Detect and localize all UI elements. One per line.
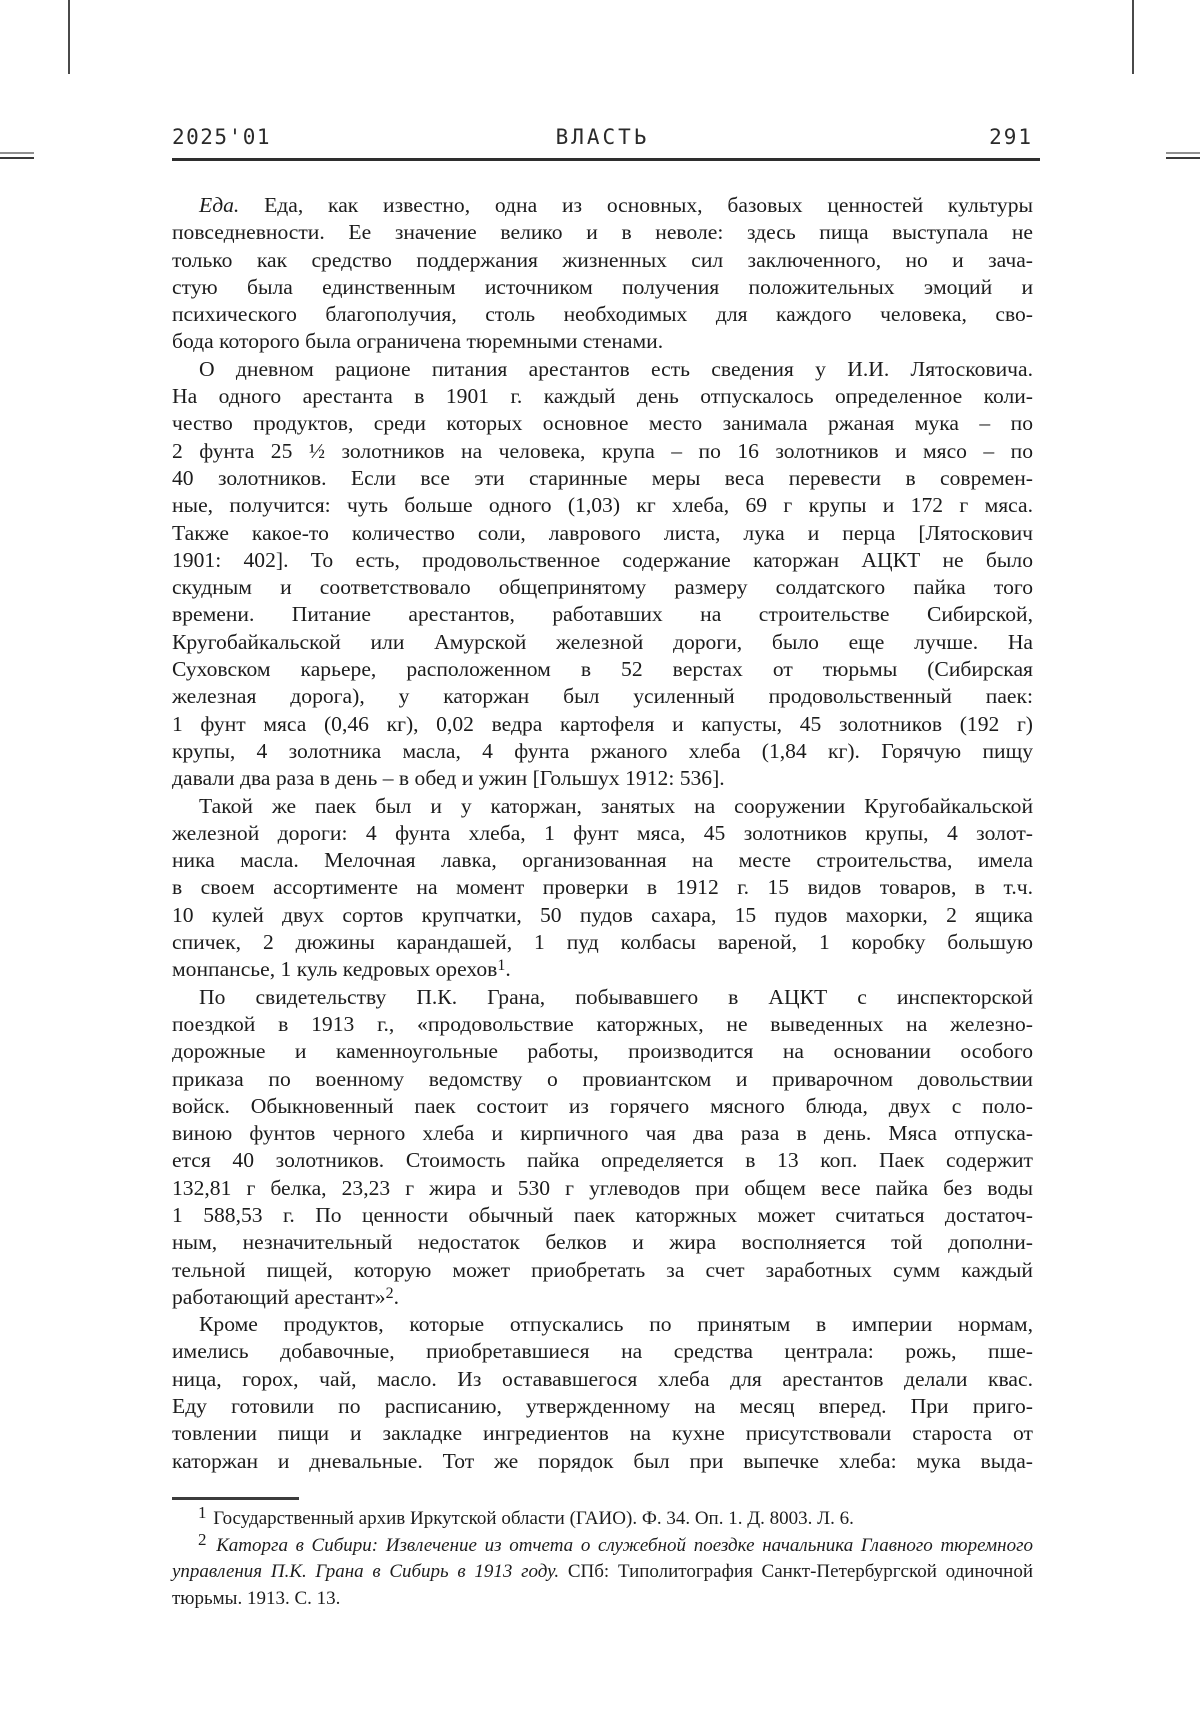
issue-number: 2025'01 [172, 125, 272, 149]
body-line: скудным и соответствовало общепринятому размеру солдатского пайка того [172, 575, 1033, 600]
body-line: повседневности. Ее значение велико и в неволе: здесь пища выступала не [172, 220, 1033, 245]
body-line: ника масла. Мелочная лавка, организованная на месте строительства, имела [172, 848, 1033, 873]
paragraph-2 [172, 356, 1033, 793]
footnote-1-marker: 1 [198, 1503, 207, 1522]
crop-mark-vertical-left [68, 0, 70, 74]
body-line: виною фунтов черного хлеба и кирпичного чая два раза в день. Мяса отпуска- [172, 1121, 1033, 1146]
article-body [172, 192, 1033, 1475]
body-line: 40 золотников. Если все эти старинные меры веса перевести в современ- [172, 465, 1033, 490]
body-line: О дневном рационе питания арестантов есть сведения у И.И. Лятосковича. [199, 356, 1033, 381]
body-line: имелись добавочные, приобретавшиеся на средства централа: рожь, пше- [172, 1339, 1033, 1364]
body-line: ница, горох, чай, масло. Из остававшегося хлеба для арестантов делали квас. [172, 1366, 1033, 1391]
footnote-separator-rule [172, 1497, 299, 1500]
paragraph-4 [172, 984, 1033, 1312]
body-line: По свидетельству П.К. Грана, побывавшего в АЦКТ с инспекторской [199, 984, 1033, 1009]
crop-mark-vertical-right [1132, 0, 1134, 74]
body-line: товлении пищи и закладке ингредиентов на кухне присутствовали староста от [172, 1421, 1033, 1446]
body-line: 132,81 г белка, 23,23 г жира и 530 г углеводов при общем весе пайка без воды [172, 1175, 1033, 1200]
body-line: Еду готовили по расписанию, утвержденному на месяц вперед. При приго- [172, 1394, 1033, 1419]
body-line: 2 фунта 25 ½ золотников на человека, крупа – по 16 золотников и мясо – по [172, 438, 1033, 463]
body-line: в своем ассортименте на момент проверки в 1912 г. 15 видов товаров, в т.ч. [172, 875, 1033, 900]
footnote-2-marker: 2 [198, 1529, 207, 1549]
body-line: давали два раза в день – в обед и ужин [Гольшух 1912: 536]. [172, 766, 725, 791]
body-line: спичек, 2 дюжины карандашей, 1 пуд колбасы вареной, 1 коробку большую [172, 930, 1033, 955]
running-head [172, 125, 1033, 153]
crop-mark-horizontal-left [0, 152, 34, 159]
footnotes [172, 1503, 1033, 1612]
body-line: приказа по военному ведомству о провиантском и приварочном довольствии [172, 1066, 1033, 1091]
body-line: поездкой в 1913 г., «продовольствие каторжных, не выведенных на железно- [172, 1011, 1033, 1036]
body-line: На одного арестанта в 1901 г. каждый день отпускалось определенное коли- [172, 384, 1033, 409]
footnote-2 [172, 1529, 1033, 1613]
journal-title: ВЛАСТЬ [555, 125, 650, 149]
body-line: 1 фунт мяса (0,46 кг), 0,02 ведра картофеля и капусты, 45 золотников (192 г) [172, 711, 1033, 736]
footnote-2-source-title: Каторга в Сибири: Извлечение из отчета о служебной поездке начальника Главного тюремного управления П.К. Грана в Сибирь в 1913 году. [172, 1534, 1033, 1582]
body-line: Кругобайкальской или Амурской железной дороги, было еще лучше. На [172, 629, 1033, 654]
paragraph-3 [172, 793, 1033, 984]
footnote-1 [172, 1503, 1033, 1533]
paragraph-5 [172, 1311, 1033, 1475]
body-line: Кроме продуктов, которые отпускались по принятым в империи нормам, [199, 1312, 1033, 1337]
body-line: 10 кулей двух сортов крупчатки, 50 пудов сахара, 15 пудов махорки, 2 ящика [172, 902, 1033, 927]
body-line: чество продуктов, среди которых основное место занимала ржаная мука – по [172, 411, 1033, 436]
body-line: 1901: 402]. То есть, продовольственное содержание каторжан АЦКТ не было [172, 547, 1033, 572]
body-line: только как средство поддержания жизненных сил заключенного, но и зача- [172, 247, 1033, 272]
body-line: войск. Обыкновенный паек состоит из горячего мясного блюда, двух с поло- [172, 1093, 1033, 1118]
body-line: железная дорога), у каторжан был усиленный продовольственный паек: [172, 684, 1033, 709]
body-line: крупы, 4 золотника масла, 4 фунта ржаного хлеба (1,84 кг). Горячую пищу [172, 738, 1033, 763]
body-line: 1 588,53 г. По ценности обычный паек каторжных может считаться достаточ- [172, 1202, 1033, 1227]
body-line: ется 40 золотников. Стоимость пайка определяется в 13 коп. Паек содержит [172, 1148, 1033, 1173]
body-line: монпансье, 1 куль кедровых орехов$^1$. [172, 957, 511, 982]
crop-mark-horizontal-right [1166, 152, 1200, 159]
body-line-text: Еда, как известно, одна из основных, базовых ценностей культуры [239, 193, 1033, 217]
body-line: железной дороги: 4 фунта хлеба, 1 фунт мяса, 45 золотников крупы, 4 золот- [172, 820, 1033, 845]
body-line: стую была единственным источником получения положительных эмоций и [172, 274, 1033, 299]
body-line: тельной пищей, которую может приобретать за счет заработных сумм каждый [172, 1257, 1033, 1282]
footnote-2-text: СПб: Типолитография Санкт-Петербургской одиночной тюрьмы. 1913. С. 13. [172, 1561, 1033, 1609]
lead-word-italic: Еда. [199, 193, 240, 217]
body-line: Суховском карьере, расположенном в 52 верстах от тюрьмы (Сибирская [172, 657, 1033, 682]
body-line: Также какое-то количество соли, лаврового листа, лука и перца [Лятоскович [172, 520, 1033, 545]
body-line: каторжан и дневальные. Тот же порядок был при выпечке хлеба: мука выда- [172, 1448, 1033, 1473]
body-line: ным, незначительный недостаток белков и жира восполняется той дополни- [172, 1230, 1033, 1255]
footnote-1-text: Государственный архив Иркутской области (ГАИО). Ф. 34. Оп. 1. Д. 8003. Л. 6. [213, 1508, 854, 1529]
page-number: 291 [989, 125, 1033, 149]
header-rule [172, 158, 1040, 161]
paragraph-1 [172, 192, 1033, 356]
body-line: бода которого была ограничена тюремными стенами. [172, 329, 664, 354]
body-line: дорожные и каменноугольные работы, производится на основании особого [172, 1039, 1033, 1064]
body-line: работающий арестант»$^2$. [172, 1284, 400, 1309]
body-line: времени. Питание арестантов, работавших на строительстве Сибирской, [172, 602, 1033, 627]
body-line: ные, получится: чуть больше одного (1,03) кг хлеба, 69 г крупы и 172 г мяса. [172, 493, 1033, 518]
body-line: Такой же паек был и у каторжан, занятых на сооружении Кругобайкальской [199, 793, 1033, 818]
body-line [172, 192, 1033, 219]
body-line: психического благополучия, столь необходимых для каждого человека, сво- [172, 302, 1033, 327]
